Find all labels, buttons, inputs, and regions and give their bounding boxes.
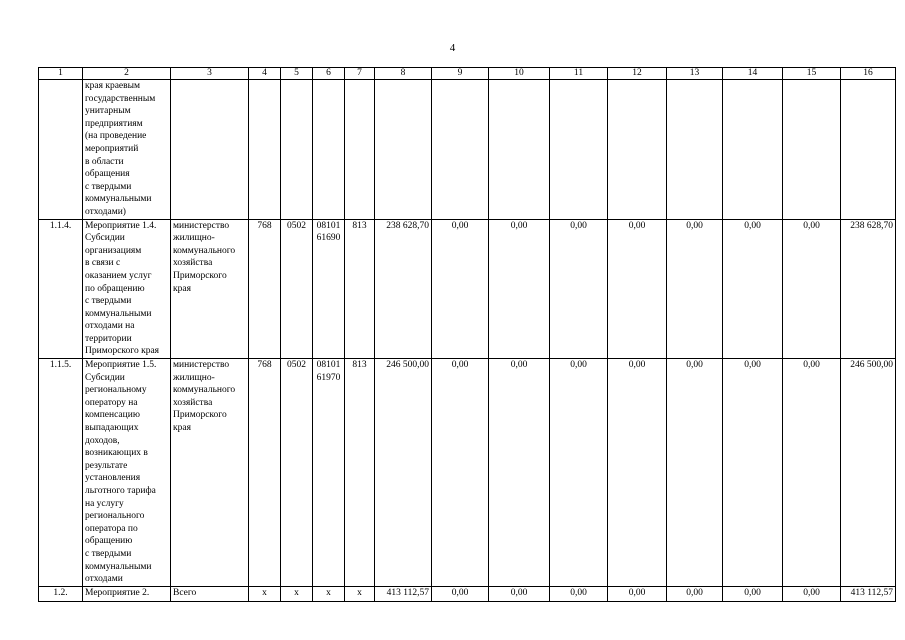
column-header: 12 — [608, 68, 667, 80]
value-cell: 0,00 — [783, 359, 841, 587]
page-number: 4 — [449, 42, 456, 54]
value-cell: 0,00 — [783, 586, 841, 601]
column-header: 14 — [723, 68, 783, 80]
column-header: 13 — [667, 68, 723, 80]
value-cell: 0,00 — [608, 586, 667, 601]
value-cell: 238 628,70 — [841, 219, 896, 359]
value-cell — [723, 80, 783, 220]
value-cell: 0,00 — [489, 359, 550, 587]
value-cell: 0,00 — [608, 359, 667, 587]
value-cell — [841, 80, 896, 220]
value-cell — [432, 80, 489, 220]
value-cell: 0,00 — [550, 586, 608, 601]
executor: министерство жилищно- коммунального хозяйства Приморского края — [171, 219, 249, 359]
table-row — [39, 80, 896, 220]
value-cell — [667, 80, 723, 220]
value-cell: 0,00 — [723, 586, 783, 601]
code-type: 813 — [345, 219, 375, 359]
value-cell: 0,00 — [723, 219, 783, 359]
code-section — [281, 80, 313, 220]
executor: министерство жилищно- коммунального хозяйства Приморского края — [171, 359, 249, 587]
code-grbs: х — [249, 586, 281, 601]
column-header: 15 — [783, 68, 841, 80]
table-row — [39, 219, 896, 359]
code-section: 0502 — [281, 359, 313, 587]
code-type: 813 — [345, 359, 375, 587]
column-header: 9 — [432, 68, 489, 80]
code-target: 08101 61970 — [313, 359, 345, 587]
table-row — [39, 359, 896, 587]
code-grbs — [249, 80, 281, 220]
code-type: х — [345, 586, 375, 601]
value-cell: 0,00 — [550, 359, 608, 587]
column-number-row — [39, 68, 896, 80]
column-header: 10 — [489, 68, 550, 80]
column-header: 1 — [39, 68, 83, 80]
table-row — [39, 586, 896, 601]
value-cell: 413 112,57 — [375, 586, 432, 601]
value-cell — [608, 80, 667, 220]
value-cell: 0,00 — [783, 219, 841, 359]
code-target — [313, 80, 345, 220]
value-cell: 0,00 — [432, 586, 489, 601]
value-cell: 0,00 — [432, 219, 489, 359]
value-cell: 0,00 — [432, 359, 489, 587]
column-header: 7 — [345, 68, 375, 80]
column-header: 11 — [550, 68, 608, 80]
column-header: 5 — [281, 68, 313, 80]
column-header: 8 — [375, 68, 432, 80]
row-number: 1.1.4. — [39, 219, 83, 359]
executor: Всего — [171, 586, 249, 601]
value-cell: 413 112,57 — [841, 586, 896, 601]
code-type — [345, 80, 375, 220]
code-grbs: 768 — [249, 359, 281, 587]
value-cell: 246 500,00 — [841, 359, 896, 587]
value-cell: 0,00 — [489, 219, 550, 359]
column-header: 16 — [841, 68, 896, 80]
value-cell: 0,00 — [667, 586, 723, 601]
value-cell — [489, 80, 550, 220]
value-cell: 246 500,00 — [375, 359, 432, 587]
code-section: х — [281, 586, 313, 601]
value-cell — [550, 80, 608, 220]
value-cell — [375, 80, 432, 220]
code-target: х — [313, 586, 345, 601]
measure-name: Мероприятие 1.5. Субсидии региональному оператору на компенсацию выпадающих доходов, возникающих в результате установления льготного тарифа на услугу регионального оператора по обращению с твердыми коммунальными отходами — [83, 359, 171, 587]
value-cell: 238 628,70 — [375, 219, 432, 359]
value-cell: 0,00 — [723, 359, 783, 587]
code-target: 08101 61690 — [313, 219, 345, 359]
row-number: 1.2. — [39, 586, 83, 601]
row-number — [39, 80, 83, 220]
measure-name: края краевым государственным унитарным предприятиям (на проведение мероприятий в области обращения с твердыми коммунальными отходами) — [83, 80, 171, 220]
row-number: 1.1.5. — [39, 359, 83, 587]
value-cell: 0,00 — [608, 219, 667, 359]
code-grbs: 768 — [249, 219, 281, 359]
column-header: 4 — [249, 68, 281, 80]
value-cell: 0,00 — [667, 219, 723, 359]
column-header: 6 — [313, 68, 345, 80]
column-header: 2 — [83, 68, 171, 80]
value-cell: 0,00 — [550, 219, 608, 359]
program-table — [38, 67, 896, 602]
value-cell — [783, 80, 841, 220]
measure-name: Мероприятие 2. — [83, 586, 171, 601]
value-cell: 0,00 — [667, 359, 723, 587]
measure-name: Мероприятие 1.4. Субсидии организациям в связи с оказанием услуг по обращению с твердыми коммунальными отходами на территории Приморского края — [83, 219, 171, 359]
executor — [171, 80, 249, 220]
value-cell: 0,00 — [489, 586, 550, 601]
code-section: 0502 — [281, 219, 313, 359]
column-header: 3 — [171, 68, 249, 80]
